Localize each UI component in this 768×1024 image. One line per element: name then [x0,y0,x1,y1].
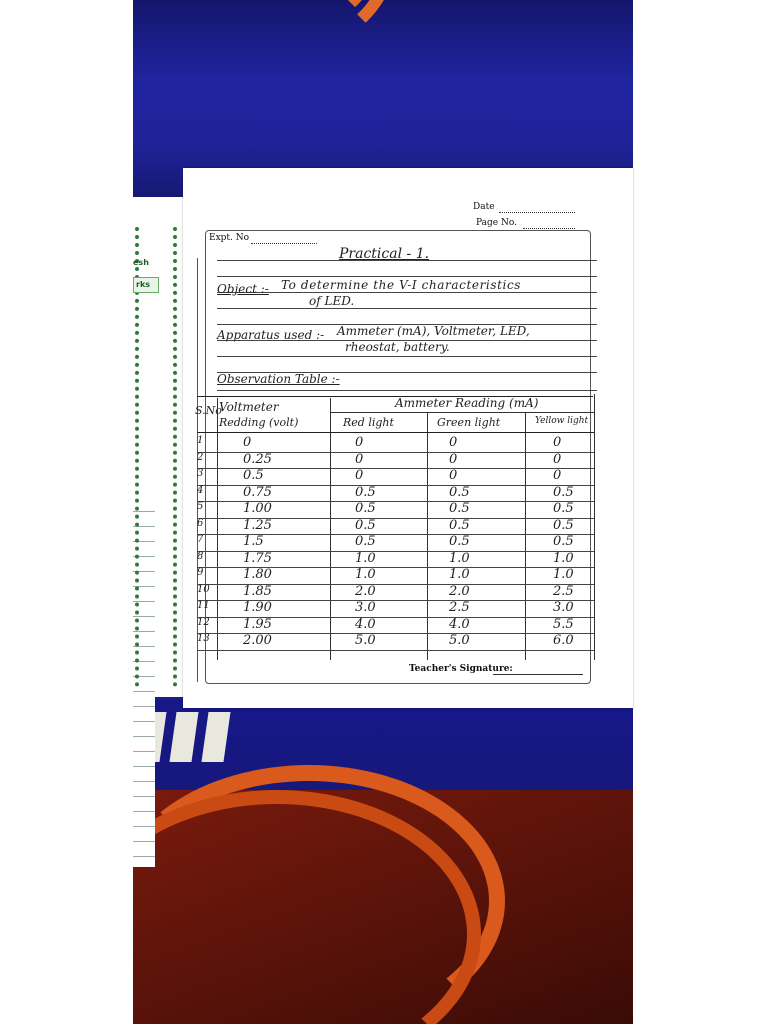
row-green-current: 0 [449,468,458,483]
row-yellow-current: 0 [553,435,562,450]
table-column-divider [330,398,331,660]
page-no-label: Page No. [476,218,517,228]
row-voltage: 0.5 [243,468,264,483]
row-sno: 7 [197,534,204,545]
row-green-current: 2.5 [449,600,470,615]
row-green-current: 5.0 [449,633,470,648]
row-sno: 12 [197,616,210,628]
row-sno: 11 [197,600,210,611]
row-voltage: 1.00 [243,501,272,516]
table-column-divider [427,412,428,660]
ruled-line [217,390,597,391]
row-red-current: 2.0 [355,583,376,599]
notebook-page [183,168,633,708]
row-yellow-current: 1.0 [553,550,574,566]
row-yellow-current: 0.5 [553,534,574,549]
row-red-current: 3.0 [355,600,376,615]
row-voltage: 1.95 [243,616,272,632]
header-voltmeter-unit: Redding (volt) [219,416,299,429]
row-yellow-current: 0.5 [553,501,574,516]
row-red-current: 1.0 [355,567,376,582]
table-column-divider [525,412,526,660]
header-ammeter: Ammeter Reading (mA) [395,396,539,410]
header-sno: S.No [195,404,222,417]
table-row [197,650,594,651]
table-column-divider [217,398,218,660]
apparatus-label: Apparatus used :- [217,328,325,342]
row-voltage: 1.5 [243,534,264,549]
row-red-current: 0.5 [355,501,376,516]
table-subheader-line [330,412,594,413]
row-green-current: 4.0 [449,616,470,632]
row-red-current: 0 [355,435,364,450]
ruled-line [217,276,597,277]
row-green-current: 0.5 [449,534,470,549]
row-sno: 1 [197,435,204,446]
row-green-current: 1.0 [449,550,470,566]
header-red-light: Red light [343,416,394,429]
row-green-current: 1.0 [449,567,470,582]
apparatus-text-line-2: rheostat, battery. [345,340,450,354]
row-sno: 9 [197,567,204,578]
row-red-current: 5.0 [355,633,376,648]
row-voltage: 1.75 [243,550,272,566]
row-sno: 2 [197,451,204,463]
row-sno: 13 [197,633,210,644]
practical-title: Practical - 1. [339,246,430,262]
row-yellow-current: 0 [553,468,562,483]
signature-line [493,674,583,675]
row-sno: 4 [197,484,204,496]
row-sno: 6 [197,517,204,529]
object-text-line-1: To determine the V-I characteristics [281,278,522,292]
date-label: Date [473,202,495,212]
row-sno: 5 [197,501,204,512]
row-yellow-current: 2.5 [553,583,574,599]
header-green-light: Green light [437,416,501,429]
apparatus-text-line-1: Ammeter (mA), Voltmeter, LED, [337,324,530,338]
row-green-current: 0.5 [449,484,470,500]
row-voltage: 0.75 [243,484,272,500]
row-voltage: 1.80 [243,567,272,582]
row-voltage: 0 [243,435,252,450]
left-page-label: esh [133,258,149,267]
teacher-signature-label: Teacher's Signature: [409,664,513,674]
row-yellow-current: 3.0 [553,600,574,615]
row-sno: 3 [197,468,204,479]
row-red-current: 1.0 [355,550,376,566]
page-no-line [523,228,575,229]
ruled-line [217,292,597,293]
row-green-current: 0.5 [449,501,470,516]
table-header-bottom [197,432,594,433]
row-red-current: 0.5 [355,517,376,533]
header-yellow-light: Yellow light [535,416,589,426]
row-red-current: 0 [355,468,364,483]
row-red-current: 0.5 [355,484,376,500]
table-column-divider [594,394,595,660]
row-sno: 8 [197,550,204,562]
row-voltage: 1.25 [243,517,272,533]
row-voltage: 1.85 [243,583,272,599]
object-label: Object :- [217,282,269,296]
observation-label: Observation Table :- [217,372,340,386]
row-voltage: 2.00 [243,633,272,648]
row-yellow-current: 0 [553,451,562,467]
row-yellow-current: 1.0 [553,567,574,582]
row-voltage: 0.25 [243,451,272,467]
header-voltmeter: Voltmeter [219,400,279,414]
ruled-line [217,308,597,309]
row-red-current: 0 [355,451,364,467]
row-green-current: 2.0 [449,583,470,599]
row-yellow-current: 6.0 [553,633,574,648]
decorative-border [135,227,177,687]
ruled-line [217,356,597,357]
row-voltage: 1.90 [243,600,272,615]
row-red-current: 4.0 [355,616,376,632]
object-text-line-2: of LED. [309,294,355,308]
row-yellow-current: 0.5 [553,484,574,500]
row-green-current: 0 [449,435,458,450]
row-green-current: 0.5 [449,517,470,533]
row-green-current: 0 [449,451,458,467]
row-sno: 10 [197,583,210,595]
expt-no-label: Expt. No [209,233,250,243]
row-yellow-current: 5.5 [553,616,574,632]
row-yellow-current: 0.5 [553,517,574,533]
date-line [499,212,575,213]
left-page-label: rks [136,280,151,289]
row-red-current: 0.5 [355,534,376,549]
